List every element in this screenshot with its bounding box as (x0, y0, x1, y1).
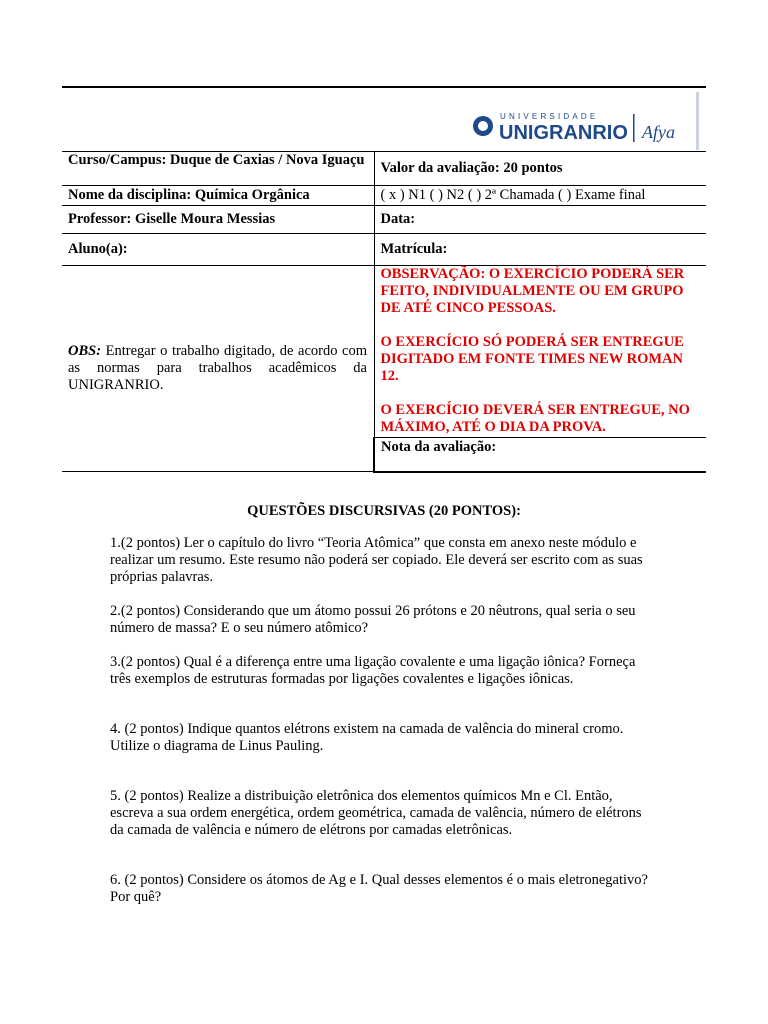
obs-text: Entregar o trabalho digitado, de acordo com as normas para trabalhos acadêmicos da UNIGRANRIO. (68, 343, 367, 393)
header-table (62, 151, 706, 473)
observacao-3: O EXERCÍCIO DEVERÁ SER ENTREGUE, NO MÁXIMO, ATÉ O DIA DA PROVA. (380, 402, 690, 435)
data-field: Data: (374, 206, 706, 234)
question-2: 2.(2 pontos) Considerando que um átomo possui 26 prótons e 20 nêutrons, qual seria o seu número de massa? E o seu número atômico? (110, 603, 636, 636)
logo-unigranrio-text: UNIGRANRIO (499, 122, 628, 144)
matricula: Matrícula: (374, 234, 706, 266)
professor: Professor: Giselle Moura Messias (62, 206, 374, 234)
university-logo (470, 104, 700, 150)
valor-avaliacao: Valor da avaliação: 20 pontos (374, 152, 706, 186)
question-4: 4. (2 pontos) Indique quantos elétrons existem na camada de valência do mineral cromo. Utilize o diagrama de Linus Pauling. (110, 721, 624, 754)
obs-cell (62, 266, 374, 472)
question-6: 6. (2 pontos) Considere os átomos de Ag e I. Qual desses elementos é o mais eletronegativo? Por quê? (110, 872, 648, 905)
curso-campus: Curso/Campus: Duque de Caxias / Nova Iguaçu (62, 152, 374, 186)
nota-avaliacao: Nota da avaliação: (374, 438, 706, 472)
observacao-2: O EXERCÍCIO SÓ PODERÁ SER ENTREGUE DIGITADO EM FONTE TIMES NEW ROMAN 12. (380, 334, 684, 384)
question-1: 1.(2 pontos) Ler o capítulo do livro “Teoria Atômica” que consta em anexo neste módulo e realizar um resumo. Este resumo não poderá ser copiado. Ele deverá ser escrito com as suas próprias palavras. (110, 535, 643, 585)
questions-title: QUESTÕES DISCURSIVAS (20 PONTOS): (247, 503, 521, 519)
question-3: 3.(2 pontos) Qual é a diferença entre uma ligação covalente e uma ligação iônica? Forneça três exemplos de estruturas formadas por ligações covalentes e ligações iônicas. (110, 654, 636, 687)
question-5: 5. (2 pontos) Realize a distribuição eletrônica dos elementos químicos Mn e Cl. Então, escreva a sua ordem energética, ordem geométrica, camada de valência, número de elétrons da camada de valência e número de elétrons por camadas eletrônicas. (110, 788, 642, 838)
logo-universidade-text: UNIVERSIDADE (500, 112, 599, 121)
observacao-cell (374, 266, 706, 438)
disciplina: Nome da disciplina: Química Orgânica (62, 186, 374, 206)
obs-prefix: OBS: (68, 343, 102, 359)
aluno: Aluno(a): (62, 234, 374, 266)
chamada-options: ( x ) N1 ( ) N2 ( ) 2ª Chamada ( ) Exame final (374, 186, 706, 206)
observacao-1: OBSERVAÇÃO: O EXERCÍCIO PODERÁ SER FEITO, INDIVIDUALMENTE OU EM GRUPO DE ATÉ CINCO PESSOAS. (380, 266, 685, 316)
logo-afya-text: Afya (642, 122, 675, 142)
header-rule (62, 86, 706, 88)
